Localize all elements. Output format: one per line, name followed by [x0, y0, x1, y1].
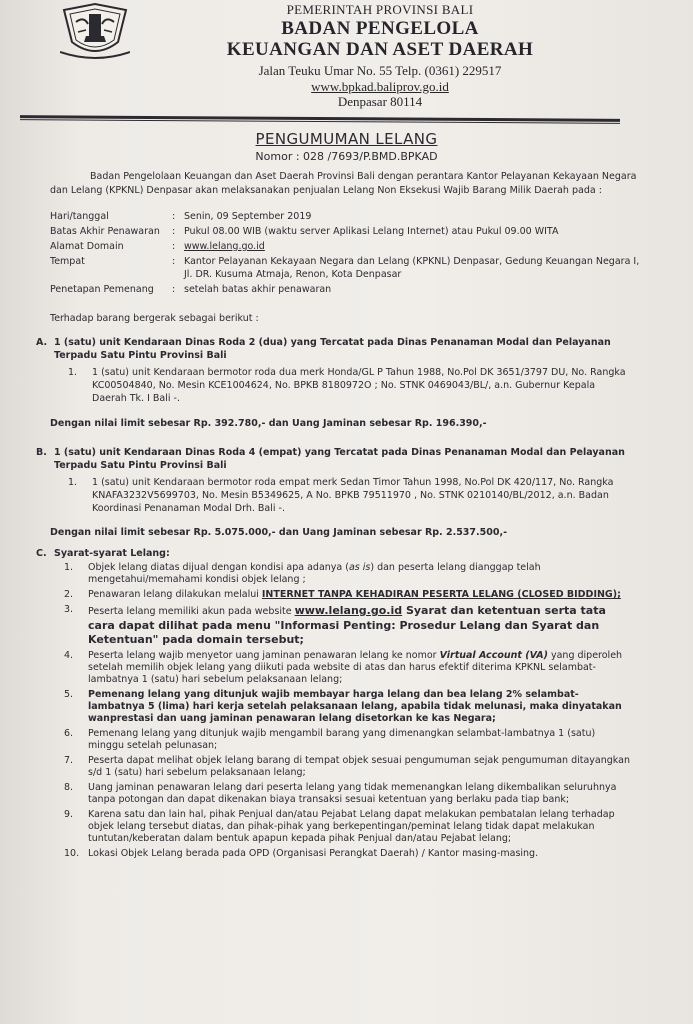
item-number: 6. [64, 728, 74, 739]
info-label: Alamat Domain [50, 241, 124, 252]
item-text: Pemenang lelang yang ditunjuk wajib mengambil barang yang dimenangkan selambat-lambatnya 1 (satu) minggu setelah pelunasan; [88, 728, 596, 751]
goods-lead-text: Terhadap barang bergerak sebagai berikut : [50, 313, 259, 324]
info-colon: : [172, 211, 176, 222]
list-item [64, 809, 634, 845]
info-row-deadline [50, 225, 650, 238]
info-colon: : [172, 256, 176, 267]
item-number: 2. [64, 589, 74, 600]
list-item [64, 604, 634, 647]
item-text: Peserta dapat melihat objek lelang barang di tempat objek sesuai pengumuman sejak pengumuman ditayangkan s/d 1 (satu) hari sebelum pelaksanaan lelang; [88, 755, 630, 778]
item-number: 7. [64, 755, 74, 766]
section-a [36, 336, 632, 405]
info-value: Kantor Pelayanan Kekayaan Negara dan Lelang (KPKNL) Denpasar, Gedung Keuangan Negara I, Jl. DR. Kusuma Atmaja, Renon, Kota Denpasar [184, 256, 640, 280]
section-heading [36, 336, 632, 362]
item-text: Peserta lelang memiliki akun pada website www.lelang.go.id Syarat dan ketentuan serta tata cara dapat dilihat pada menu "Informasi Penting: Prosedur Lelang dan Syarat dan Ketentuan" pada domain tersebut; [88, 604, 606, 646]
letterhead-agency-line2: KEUANGAN DAN ASET DAERAH [226, 39, 534, 60]
info-colon: : [172, 226, 176, 237]
letterhead-address: Jalan Teuku Umar No. 55 Telp. (0361) 229517 [258, 63, 502, 78]
item-number: 8. [64, 782, 74, 793]
auction-info-table [50, 210, 650, 298]
section-letter: B. [36, 447, 47, 458]
list-item [68, 366, 632, 405]
requirements-list [36, 562, 634, 860]
list-item [68, 476, 632, 515]
announcement-title [0, 130, 693, 163]
list-item [64, 589, 634, 601]
item-text: Uang jaminan penawaran lelang dari peserta lelang yang tidak memenangkan lelang dikembalikan seluruhnya tanpa potongan dan dapat dikenakan biaya transaksi sesuai ketentuan yang berlaku pada tiap bank; [88, 782, 617, 805]
list-item [64, 562, 634, 586]
info-row-domain [50, 240, 650, 253]
section-heading [36, 446, 632, 472]
item-text: Objek lelang diatas dijual dengan kondisi apa adanya (as is) dan peserta lelang dianggap telah mengetahui/memahami kondisi objek lelang ; [88, 562, 541, 585]
letterhead [160, 2, 600, 110]
info-row-winner [50, 283, 650, 296]
letterhead-website[interactable]: www.bpkad.baliprov.go.id [311, 79, 449, 94]
section-letter: C. [36, 548, 47, 559]
section-heading-text: Syarat-syarat Lelang: [54, 548, 170, 559]
item-text: Lokasi Objek Lelang berada pada OPD (Organisasi Perangkat Daerah) / Kantor masing-masing. [88, 848, 539, 859]
lelang-website-link[interactable]: www.lelang.go.id [294, 604, 403, 617]
info-label: Penetapan Pemenang [50, 284, 154, 295]
list-item [64, 782, 634, 806]
info-label: Tempat [50, 256, 85, 267]
section-c-requirements [36, 548, 634, 863]
item-number: 10. [64, 848, 80, 859]
letterhead-government: PEMERINTAH PROVINSI BALI [286, 2, 474, 17]
info-row-date [50, 210, 650, 223]
list-item [64, 755, 634, 779]
info-value: setelah batas akhir penawaran [184, 284, 332, 295]
section-b [36, 446, 632, 515]
info-row-place [50, 255, 650, 281]
item-number: 3. [64, 604, 74, 615]
domain-link[interactable]: www.lelang.go.id [184, 241, 265, 252]
section-heading-text: 1 (satu) unit Kendaraan Dinas Roda 4 (empat) yang Tercatat pada Dinas Penanaman Modal dan Pelayanan Terpadu Satu Pintu Provinsi Bali [54, 447, 625, 471]
info-value: Senin, 09 September 2019 [184, 211, 312, 222]
item-number: 9. [64, 809, 74, 820]
section-heading [36, 548, 634, 560]
list-item [64, 689, 634, 725]
info-label: Hari/tanggal [50, 211, 109, 222]
info-value: Pukul 08.00 WIB (waktu server Aplikasi Lelang Internet) atau Pukul 09.00 WITA [184, 226, 559, 237]
item-number: 1. [68, 477, 78, 488]
info-label: Batas Akhir Penawaran [50, 226, 160, 237]
letterhead-agency-line1: BADAN PENGELOLA [281, 18, 479, 39]
item-text: 1 (satu) unit Kendaraan bermotor roda empat merk Sedan Timor Tahun 1998, No.Pol DK 420/117, No. Rangka KNAFA3232V5699703, No. Mesin B5349625, A No. BPKB 79511970 , No. STNK 0210140/BL/2012, a.n. Badan Koordinasi Penanaman Modal Drh. Bali -. [92, 477, 614, 514]
bali-province-emblem-icon [60, 2, 130, 60]
letterhead-city: Denpasar 80114 [337, 94, 423, 109]
item-number: 1. [68, 367, 78, 378]
list-item [64, 848, 634, 860]
info-colon: : [172, 241, 176, 252]
list-item [64, 650, 634, 686]
section-heading-text: 1 (satu) unit Kendaraan Dinas Roda 2 (dua) yang Tercatat pada Dinas Penanaman Modal dan Pelayanan Terpadu Satu Pintu Provinsi Bali [54, 337, 611, 361]
announcement-heading: PENGUMUMAN LELANG [255, 130, 438, 148]
item-text: Karena satu dan lain hal, pihak Penjual dan/atau Pejabat Lelang dapat melakukan pembatalan lelang terhadap objek lelang tersebut diatas, dan pihak-pihak yang berkepentingan/peminat lelang tidak dapat melakukan tuntutan/keberatan dalam bentuk apapun kepada pihak Penjual dan/atau Pejabat lelang; [88, 809, 615, 844]
item-number: 1. [64, 562, 74, 573]
item-text: Penawaran lelang dilakukan melalui INTERNET TANPA KEHADIRAN PESERTA LELANG (CLOSED BIDDING); [88, 589, 621, 600]
item-text: Peserta lelang wajib menyetor uang jaminan penawaran lelang ke nomor Virtual Account (VA) yang diperoleh setelah memilih objek lelang yang diikuti pada website di atas dan harus efektif diterima KPKNL selambat-lambatnya 1 (satu) hari sebelum pelaksanaan lelang; [88, 650, 623, 685]
item-text: 1 (satu) unit Kendaraan bermotor roda dua merk Honda/GL P Tahun 1988, No.Pol DK 3651/3797 DU, No. Rangka KC00504840, No. Mesin KCE1004624, No. BPKB 8180972O ; No. STNK 0469043/BL/, a.n. Gubernur Kepala Daerah Tk. I Bali -. [92, 367, 626, 404]
info-colon: : [172, 284, 176, 295]
section-b-limit: Dengan nilai limit sebesar Rp. 5.075.000,- dan Uang Jaminan sebesar Rp. 2.537.500,- [50, 527, 508, 538]
item-number: 4. [64, 650, 74, 661]
section-letter: A. [36, 337, 48, 348]
section-a-limit: Dengan nilai limit sebesar Rp. 392.780,- dan Uang Jaminan sebesar Rp. 196.390,- [50, 418, 487, 429]
item-text: Pemenang lelang yang ditunjuk wajib membayar harga lelang dan bea lelang 2% selambat-lambatnya 5 (lima) hari kerja setelah pelaksanaan lelang, apabila tidak melunasi, maka dinyatakan wanprestasi dan uang jaminan penawaran lelang disetorkan ke kas Negara; [88, 689, 622, 724]
item-number: 5. [64, 689, 74, 700]
list-item [64, 728, 634, 752]
announcement-number: Nomor : 028 /7693/P.BMD.BPKAD [255, 150, 438, 163]
intro-paragraph: Badan Pengelolaan Keuangan dan Aset Daerah Provinsi Bali dengan perantara Kantor Pelayanan Kekayaan Negara dan Lelang (KPKNL) Denpasar akan melaksanakan penjualan Lelang Non Eksekusi Wajib Barang Milik Daerah pada : [50, 171, 637, 196]
